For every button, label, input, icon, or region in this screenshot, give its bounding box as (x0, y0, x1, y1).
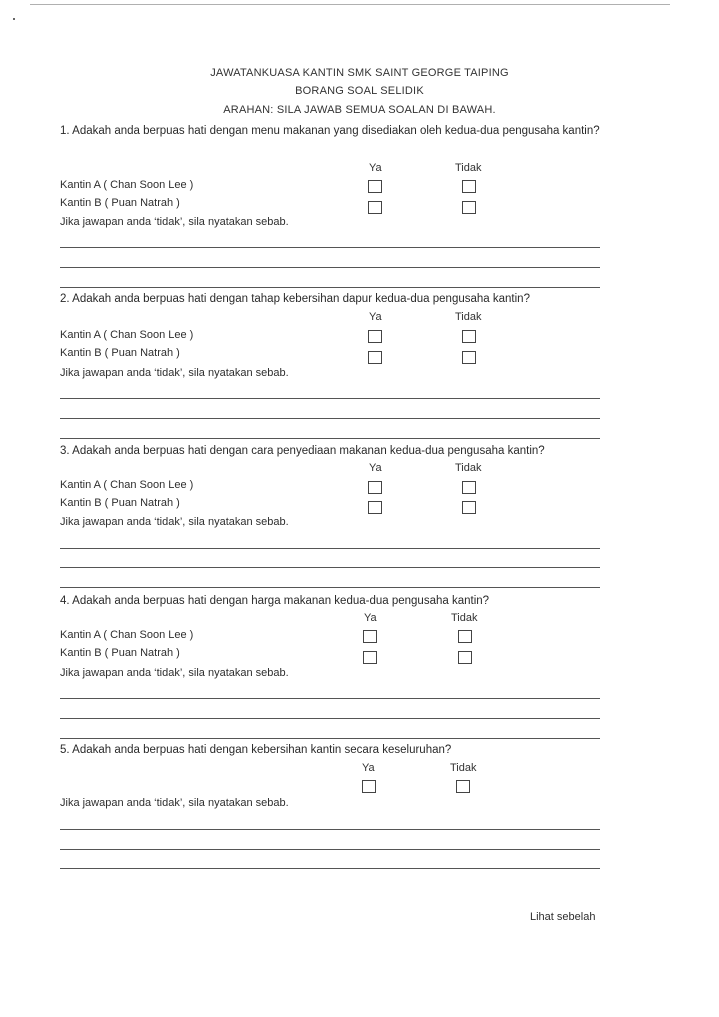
q4-ya-header: Ya (364, 612, 377, 624)
q2-answer-line-2[interactable] (60, 418, 600, 419)
q1-kantin-a-tidak-checkbox[interactable] (462, 180, 476, 193)
q5-answer-line-2[interactable] (60, 849, 600, 850)
q4-kantin-b-tidak-checkbox[interactable] (458, 651, 472, 664)
q1-reason-prompt: Jika jawapan anda ‘tidak’, sila nyatakan sebab. (60, 216, 289, 228)
q5-answer-line-1[interactable] (60, 829, 600, 830)
q4-reason-prompt: Jika jawapan anda ‘tidak’, sila nyatakan sebab. (60, 667, 289, 679)
q1-answer-line-3[interactable] (60, 287, 600, 288)
q2-kantin-b-label: Kantin B ( Puan Natrah ) (60, 347, 180, 359)
q2-ya-header: Ya (369, 311, 382, 323)
q5-tidak-checkbox[interactable] (456, 780, 470, 793)
q2-kantin-a-label: Kantin A ( Chan Soon Lee ) (60, 329, 194, 341)
scan-speck (13, 18, 15, 20)
q1-kantin-a-label: Kantin A ( Chan Soon Lee ) (60, 179, 194, 191)
q2-kantin-a-tidak-checkbox[interactable] (462, 330, 476, 343)
question-4-text: 4. Adakah anda berpuas hati dengan harga makanan kedua-dua pengusaha kantin? (60, 595, 490, 607)
q3-answer-line-2[interactable] (60, 567, 600, 568)
committee-title: JAWATANKUASA KANTIN SMK SAINT GEORGE TAIPING (210, 67, 509, 79)
q4-answer-line-2[interactable] (60, 718, 600, 719)
q2-kantin-b-tidak-checkbox[interactable] (462, 351, 476, 364)
q1-kantin-b-ya-checkbox[interactable] (368, 201, 382, 214)
q2-answer-line-3[interactable] (60, 438, 600, 439)
q3-kantin-b-tidak-checkbox[interactable] (462, 501, 476, 514)
q4-kantin-a-tidak-checkbox[interactable] (458, 630, 472, 643)
q4-answer-line-3[interactable] (60, 738, 600, 739)
q4-answer-line-1[interactable] (60, 698, 600, 699)
q1-kantin-b-tidak-checkbox[interactable] (462, 201, 476, 214)
q3-kantin-a-tidak-checkbox[interactable] (462, 481, 476, 494)
question-2-text: 2. Adakah anda berpuas hati dengan tahap kebersihan dapur kedua-dua pengusaha kantin? (60, 293, 530, 305)
q2-answer-line-1[interactable] (60, 398, 600, 399)
q3-kantin-b-label: Kantin B ( Puan Natrah ) (60, 497, 180, 509)
q4-tidak-header: Tidak (451, 612, 478, 624)
q5-answer-line-3[interactable] (60, 868, 600, 869)
q3-kantin-a-label: Kantin A ( Chan Soon Lee ) (60, 479, 194, 491)
q3-kantin-b-ya-checkbox[interactable] (368, 501, 382, 514)
q1-ya-header: Ya (369, 162, 382, 174)
q4-kantin-b-label: Kantin B ( Puan Natrah ) (60, 647, 180, 659)
q5-ya-checkbox[interactable] (362, 780, 376, 793)
q3-ya-header: Ya (369, 462, 382, 474)
q1-kantin-b-label: Kantin B ( Puan Natrah ) (60, 197, 180, 209)
q2-reason-prompt: Jika jawapan anda ‘tidak’, sila nyatakan sebab. (60, 367, 289, 379)
q4-kantin-b-ya-checkbox[interactable] (363, 651, 377, 664)
q2-kantin-a-ya-checkbox[interactable] (368, 330, 382, 343)
q4-kantin-a-label: Kantin A ( Chan Soon Lee ) (60, 629, 194, 641)
q3-answer-line-1[interactable] (60, 548, 600, 549)
page-turn-note: Lihat sebelah (530, 911, 596, 923)
q3-kantin-a-ya-checkbox[interactable] (368, 481, 382, 494)
q2-tidak-header: Tidak (455, 311, 482, 323)
q3-answer-line-3[interactable] (60, 587, 600, 588)
question-5-text: 5. Adakah anda berpuas hati dengan kebersihan kantin secara keseluruhan? (60, 744, 452, 756)
q5-reason-prompt: Jika jawapan anda ‘tidak’, sila nyatakan sebab. (60, 797, 289, 809)
form-title: BORANG SOAL SELIDIK (295, 85, 424, 97)
q5-tidak-header: Tidak (450, 762, 477, 774)
q1-answer-line-2[interactable] (60, 267, 600, 268)
question-3-text: 3. Adakah anda berpuas hati dengan cara penyediaan makanan kedua-dua pengusaha kantin? (60, 445, 545, 457)
q3-tidak-header: Tidak (455, 462, 482, 474)
q5-ya-header: Ya (362, 762, 375, 774)
scan-edge-line (30, 4, 670, 5)
q4-kantin-a-ya-checkbox[interactable] (363, 630, 377, 643)
q1-tidak-header: Tidak (455, 162, 482, 174)
q1-kantin-a-ya-checkbox[interactable] (368, 180, 382, 193)
q3-reason-prompt: Jika jawapan anda ‘tidak’, sila nyatakan sebab. (60, 516, 289, 528)
instruction-text: ARAHAN: SILA JAWAB SEMUA SOALAN DI BAWAH. (223, 104, 496, 116)
q2-kantin-b-ya-checkbox[interactable] (368, 351, 382, 364)
question-1-text: 1. Adakah anda berpuas hati dengan menu makanan yang disediakan oleh kedua-dua pengusaha kantin? (60, 125, 600, 137)
q1-answer-line-1[interactable] (60, 247, 600, 248)
